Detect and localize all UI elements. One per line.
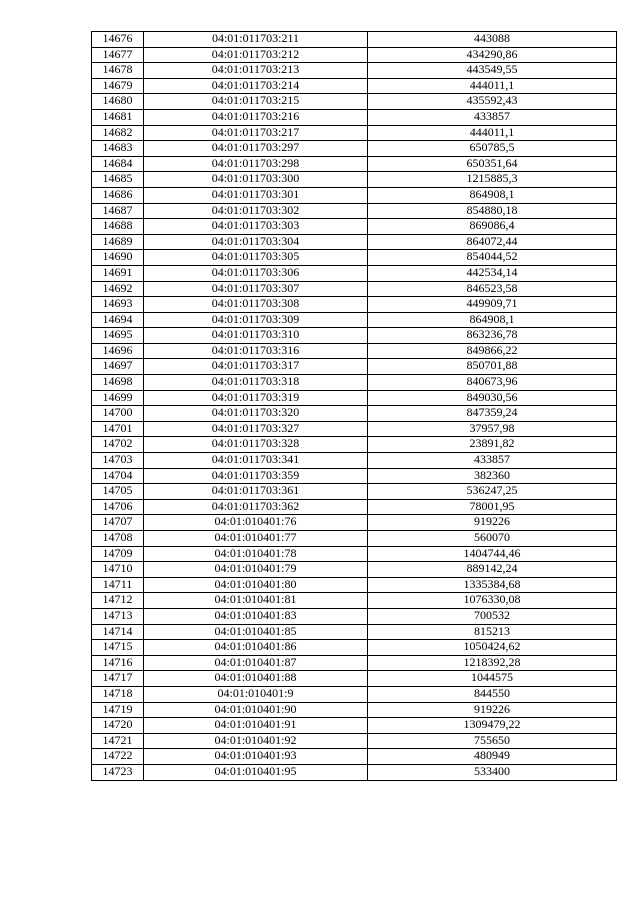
cadastral-value-cell: 23891,82 xyxy=(368,437,617,453)
cadastral-number-cell: 04:01:011703:318 xyxy=(144,375,368,391)
cadastral-value-cell: 444011,1 xyxy=(368,125,617,141)
table-row xyxy=(92,265,617,281)
table-row xyxy=(92,297,617,313)
cadastral-number-cell: 04:01:011703:309 xyxy=(144,312,368,328)
cadastral-value-cell: 919226 xyxy=(368,515,617,531)
table-row xyxy=(92,577,617,593)
table-row xyxy=(92,109,617,125)
row-number-cell: 14705 xyxy=(92,484,144,500)
cadastral-value-cell: 755650 xyxy=(368,733,617,749)
cadastral-number-cell: 04:01:011703:304 xyxy=(144,234,368,250)
table-row xyxy=(92,63,617,79)
cadastral-number-cell: 04:01:011703:302 xyxy=(144,203,368,219)
row-number-cell: 14682 xyxy=(92,125,144,141)
table-row xyxy=(92,515,617,531)
row-number-cell: 14720 xyxy=(92,718,144,734)
cadastral-number-cell: 04:01:010401:79 xyxy=(144,562,368,578)
cadastral-number-cell: 04:01:010401:86 xyxy=(144,640,368,656)
cadastral-value-cell: 864908,1 xyxy=(368,312,617,328)
row-number-cell: 14691 xyxy=(92,265,144,281)
cadastral-number-cell: 04:01:011703:310 xyxy=(144,328,368,344)
cadastral-number-cell: 04:01:011703:211 xyxy=(144,32,368,48)
cadastral-value-cell: 850701,88 xyxy=(368,359,617,375)
row-number-cell: 14706 xyxy=(92,499,144,515)
cadastral-number-cell: 04:01:011703:306 xyxy=(144,265,368,281)
cadastral-value-cell: 847359,24 xyxy=(368,406,617,422)
table-row xyxy=(92,702,617,718)
row-number-cell: 14688 xyxy=(92,219,144,235)
cadastral-number-cell: 04:01:011703:320 xyxy=(144,406,368,422)
row-number-cell: 14679 xyxy=(92,78,144,94)
cadastral-number-cell: 04:01:010401:90 xyxy=(144,702,368,718)
cadastral-value-cell: 849030,56 xyxy=(368,390,617,406)
cadastral-number-cell: 04:01:010401:88 xyxy=(144,671,368,687)
cadastral-value-cell: 840673,96 xyxy=(368,375,617,391)
cadastral-value-cell: 815213 xyxy=(368,624,617,640)
table-row xyxy=(92,640,617,656)
table-row xyxy=(92,359,617,375)
table-row xyxy=(92,484,617,500)
table-row xyxy=(92,47,617,63)
table-row xyxy=(92,733,617,749)
row-number-cell: 14716 xyxy=(92,655,144,671)
table-row xyxy=(92,468,617,484)
cadastral-number-cell: 04:01:011703:212 xyxy=(144,47,368,63)
row-number-cell: 14715 xyxy=(92,640,144,656)
row-number-cell: 14714 xyxy=(92,624,144,640)
table-row xyxy=(92,172,617,188)
table-body xyxy=(92,32,617,781)
cadastral-value-cell: 1309479,22 xyxy=(368,718,617,734)
row-number-cell: 14702 xyxy=(92,437,144,453)
cadastral-number-cell: 04:01:011703:362 xyxy=(144,499,368,515)
table-row xyxy=(92,421,617,437)
cadastral-number-cell: 04:01:011703:297 xyxy=(144,141,368,157)
row-number-cell: 14709 xyxy=(92,546,144,562)
cadastral-number-cell: 04:01:010401:76 xyxy=(144,515,368,531)
row-number-cell: 14704 xyxy=(92,468,144,484)
cadastral-value-cell: 442534,14 xyxy=(368,265,617,281)
cadastral-number-cell: 04:01:011703:308 xyxy=(144,297,368,313)
table-row xyxy=(92,281,617,297)
table-row xyxy=(92,655,617,671)
table-row xyxy=(92,453,617,469)
cadastral-number-cell: 04:01:011703:328 xyxy=(144,437,368,453)
row-number-cell: 14680 xyxy=(92,94,144,110)
table-row xyxy=(92,406,617,422)
row-number-cell: 14703 xyxy=(92,453,144,469)
cadastral-number-cell: 04:01:011703:341 xyxy=(144,453,368,469)
cadastral-number-cell: 04:01:010401:80 xyxy=(144,577,368,593)
cadastral-number-cell: 04:01:011703:317 xyxy=(144,359,368,375)
cadastral-value-cell: 382360 xyxy=(368,468,617,484)
cadastral-value-cell: 444011,1 xyxy=(368,78,617,94)
cadastral-value-cell: 1215885,3 xyxy=(368,172,617,188)
row-number-cell: 14687 xyxy=(92,203,144,219)
row-number-cell: 14700 xyxy=(92,406,144,422)
row-number-cell: 14692 xyxy=(92,281,144,297)
table-row xyxy=(92,375,617,391)
cadastral-number-cell: 04:01:011703:303 xyxy=(144,219,368,235)
cadastral-number-cell: 04:01:010401:83 xyxy=(144,608,368,624)
row-number-cell: 14676 xyxy=(92,32,144,48)
row-number-cell: 14685 xyxy=(92,172,144,188)
table-row xyxy=(92,343,617,359)
table-row xyxy=(92,499,617,515)
table-row xyxy=(92,531,617,547)
cadastral-number-cell: 04:01:010401:78 xyxy=(144,546,368,562)
cadastral-value-cell: 1050424,62 xyxy=(368,640,617,656)
cadastral-value-cell: 844550 xyxy=(368,686,617,702)
cadastral-number-cell: 04:01:011703:305 xyxy=(144,250,368,266)
table-row xyxy=(92,78,617,94)
table-row xyxy=(92,94,617,110)
cadastral-value-cell: 700532 xyxy=(368,608,617,624)
row-number-cell: 14698 xyxy=(92,375,144,391)
cadastral-number-cell: 04:01:010401:91 xyxy=(144,718,368,734)
table-row xyxy=(92,718,617,734)
table-row xyxy=(92,234,617,250)
cadastral-value-cell: 78001,95 xyxy=(368,499,617,515)
cadastral-value-cell: 443088 xyxy=(368,32,617,48)
cadastral-value-cell: 863236,78 xyxy=(368,328,617,344)
cadastral-number-cell: 04:01:011703:216 xyxy=(144,109,368,125)
row-number-cell: 14684 xyxy=(92,156,144,172)
cadastral-number-cell: 04:01:010401:87 xyxy=(144,655,368,671)
cadastral-number-cell: 04:01:010401:93 xyxy=(144,749,368,765)
table-row xyxy=(92,390,617,406)
cadastral-value-cell: 864072,44 xyxy=(368,234,617,250)
table-row xyxy=(92,608,617,624)
table-row xyxy=(92,749,617,765)
row-number-cell: 14713 xyxy=(92,608,144,624)
cadastral-value-cell: 433857 xyxy=(368,453,617,469)
row-number-cell: 14711 xyxy=(92,577,144,593)
cadastral-number-cell: 04:01:011703:307 xyxy=(144,281,368,297)
row-number-cell: 14707 xyxy=(92,515,144,531)
row-number-cell: 14678 xyxy=(92,63,144,79)
row-number-cell: 14696 xyxy=(92,343,144,359)
cadastral-value-cell: 854880,18 xyxy=(368,203,617,219)
row-number-cell: 14717 xyxy=(92,671,144,687)
cadastral-number-cell: 04:01:011703:361 xyxy=(144,484,368,500)
row-number-cell: 14718 xyxy=(92,686,144,702)
row-number-cell: 14683 xyxy=(92,141,144,157)
cadastral-value-cell: 854044,52 xyxy=(368,250,617,266)
cadastral-value-cell: 869086,4 xyxy=(368,219,617,235)
cadastral-value-cell: 1076330,08 xyxy=(368,593,617,609)
cadastral-number-cell: 04:01:010401:9 xyxy=(144,686,368,702)
row-number-cell: 14695 xyxy=(92,328,144,344)
cadastral-number-cell: 04:01:011703:213 xyxy=(144,63,368,79)
table-row xyxy=(92,312,617,328)
cadastral-value-cell: 443549,55 xyxy=(368,63,617,79)
cadastral-value-cell: 533400 xyxy=(368,764,617,780)
row-number-cell: 14710 xyxy=(92,562,144,578)
table-row xyxy=(92,203,617,219)
row-number-cell: 14681 xyxy=(92,109,144,125)
cadastral-value-cell: 480949 xyxy=(368,749,617,765)
row-number-cell: 14686 xyxy=(92,187,144,203)
row-number-cell: 14708 xyxy=(92,531,144,547)
cadastral-value-cell: 846523,58 xyxy=(368,281,617,297)
row-number-cell: 14689 xyxy=(92,234,144,250)
cadastral-value-cell: 650351,64 xyxy=(368,156,617,172)
cadastral-number-cell: 04:01:011703:300 xyxy=(144,172,368,188)
table-row xyxy=(92,250,617,266)
row-number-cell: 14712 xyxy=(92,593,144,609)
cadastral-number-cell: 04:01:010401:85 xyxy=(144,624,368,640)
row-number-cell: 14694 xyxy=(92,312,144,328)
table-row xyxy=(92,437,617,453)
cadastral-value-cell: 433857 xyxy=(368,109,617,125)
cadastral-value-cell: 1335384,68 xyxy=(368,577,617,593)
table-row xyxy=(92,686,617,702)
row-number-cell: 14677 xyxy=(92,47,144,63)
row-number-cell: 14721 xyxy=(92,733,144,749)
table-row xyxy=(92,328,617,344)
cadastral-value-cell: 449909,71 xyxy=(368,297,617,313)
cadastral-value-cell: 1404744,46 xyxy=(368,546,617,562)
table-row xyxy=(92,125,617,141)
table-row xyxy=(92,546,617,562)
table-row xyxy=(92,624,617,640)
cadastral-value-table xyxy=(91,31,617,781)
row-number-cell: 14690 xyxy=(92,250,144,266)
table-row xyxy=(92,562,617,578)
cadastral-value-cell: 435592,43 xyxy=(368,94,617,110)
table-row xyxy=(92,593,617,609)
row-number-cell: 14701 xyxy=(92,421,144,437)
cadastral-number-cell: 04:01:011703:327 xyxy=(144,421,368,437)
cadastral-number-cell: 04:01:010401:77 xyxy=(144,531,368,547)
cadastral-number-cell: 04:01:010401:92 xyxy=(144,733,368,749)
cadastral-value-cell: 434290,86 xyxy=(368,47,617,63)
cadastral-number-cell: 04:01:011703:319 xyxy=(144,390,368,406)
cadastral-value-cell: 864908,1 xyxy=(368,187,617,203)
row-number-cell: 14693 xyxy=(92,297,144,313)
cadastral-value-cell: 560070 xyxy=(368,531,617,547)
cadastral-value-cell: 849866,22 xyxy=(368,343,617,359)
table-row xyxy=(92,141,617,157)
cadastral-number-cell: 04:01:010401:81 xyxy=(144,593,368,609)
cadastral-number-cell: 04:01:011703:359 xyxy=(144,468,368,484)
table-row xyxy=(92,187,617,203)
cadastral-value-cell: 889142,24 xyxy=(368,562,617,578)
cadastral-number-cell: 04:01:011703:214 xyxy=(144,78,368,94)
table-row xyxy=(92,156,617,172)
cadastral-number-cell: 04:01:011703:301 xyxy=(144,187,368,203)
row-number-cell: 14723 xyxy=(92,764,144,780)
table-row xyxy=(92,671,617,687)
cadastral-value-cell: 1218392,28 xyxy=(368,655,617,671)
cadastral-number-cell: 04:01:011703:215 xyxy=(144,94,368,110)
row-number-cell: 14719 xyxy=(92,702,144,718)
cadastral-number-cell: 04:01:010401:95 xyxy=(144,764,368,780)
cadastral-value-cell: 37957,98 xyxy=(368,421,617,437)
cadastral-value-cell: 650785,5 xyxy=(368,141,617,157)
row-number-cell: 14722 xyxy=(92,749,144,765)
cadastral-number-cell: 04:01:011703:298 xyxy=(144,156,368,172)
table-row xyxy=(92,764,617,780)
cadastral-value-cell: 1044575 xyxy=(368,671,617,687)
table-row xyxy=(92,32,617,48)
cadastral-number-cell: 04:01:011703:217 xyxy=(144,125,368,141)
cadastral-value-cell: 919226 xyxy=(368,702,617,718)
row-number-cell: 14699 xyxy=(92,390,144,406)
cadastral-value-cell: 536247,25 xyxy=(368,484,617,500)
cadastral-number-cell: 04:01:011703:316 xyxy=(144,343,368,359)
table-row xyxy=(92,219,617,235)
row-number-cell: 14697 xyxy=(92,359,144,375)
